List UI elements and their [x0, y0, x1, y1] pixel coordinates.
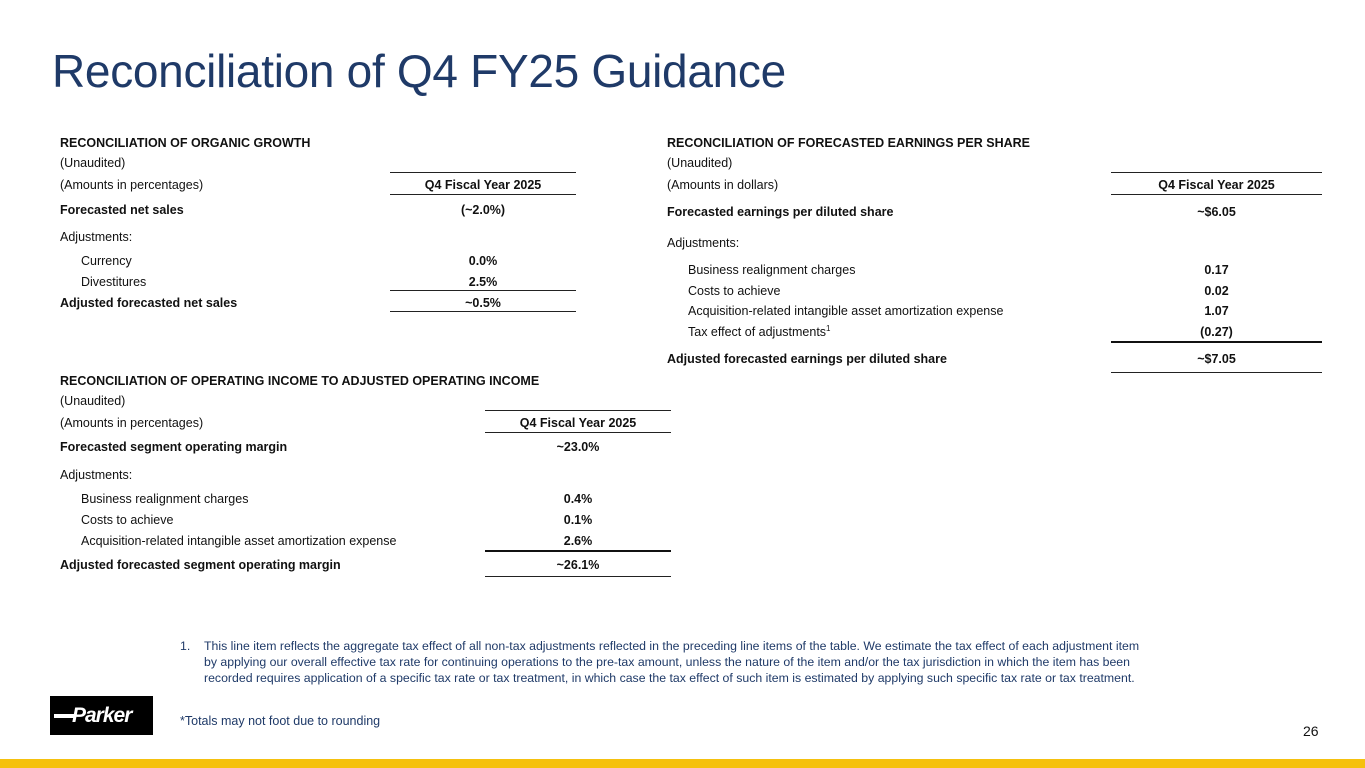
page-title: Reconciliation of Q4 FY25 Guidance — [52, 45, 786, 97]
operating-forecast-label: Forecasted segment operating margin — [60, 440, 288, 454]
organic-forecast-label: Forecasted net sales — [60, 203, 184, 217]
organic-heading: RECONCILIATION OF ORGANIC GROWTH — [60, 136, 311, 150]
eps-item-label: Tax effect of adjustments$^1$ — [688, 324, 831, 339]
eps-item-value: 1.07 — [1204, 304, 1229, 318]
operating-item-value: 0.4% — [563, 492, 593, 506]
divider — [390, 311, 576, 312]
organic-item-value: 0.0% — [468, 254, 498, 268]
eps-col-header: Q4 Fiscal Year 2025 — [1158, 178, 1275, 192]
organic-adjustments-label: Adjustments: — [60, 230, 133, 244]
organic-item-value: 2.5% — [468, 275, 498, 289]
operating-col-header: Q4 Fiscal Year 2025 — [519, 416, 637, 430]
eps-total-label: Adjusted forecasted earnings per diluted share — [667, 352, 947, 366]
footnote-text: This line item reflects the aggregate tax effect of all non-tax adjustments reflected in the preceding line items of the table. We estimate the tax effect of each adjustment item by applying our overall effective tax rate for continuing operations to the pre-tax amount, unless the nature of the item and/or the tax jurisdiction in which the item has been recorded requires application of a specific tax rate or tax treatment, in which case the tax effect of such item is estimated by applying such specific tax rate or tax treatment. — [204, 639, 1140, 685]
organic-unaudited: (Unaudited) — [60, 156, 126, 170]
operating-unaudited: (Unaudited) — [60, 394, 126, 408]
divider — [390, 290, 576, 291]
eps-item-label: Business realignment charges — [688, 263, 856, 277]
organic-growth-table — [60, 136, 580, 316]
divider — [485, 432, 671, 433]
eps-unaudited: (Unaudited) — [667, 156, 733, 170]
operating-item-label: Business realignment charges — [81, 492, 249, 506]
divider — [485, 550, 671, 552]
logo-wordmark: Parker — [72, 704, 132, 727]
operating-total-value: ~26.1% — [556, 558, 600, 572]
eps-table — [667, 136, 1327, 376]
footnote — [180, 638, 1145, 686]
rounding-note: *Totals may not foot due to rounding — [180, 714, 381, 728]
eps-forecast-value: ~$6.05 — [1197, 205, 1236, 219]
organic-total-label: Adjusted forecasted net sales — [60, 296, 238, 310]
parker-logo — [50, 696, 153, 735]
operating-amounts-label: (Amounts in percentages) — [60, 416, 204, 430]
eps-amounts-label: (Amounts in dollars) — [667, 178, 779, 192]
eps-item-label: Costs to achieve — [688, 284, 781, 298]
page-number: 26 — [1303, 723, 1319, 739]
organic-total-value: ~0.5% — [465, 296, 501, 310]
divider — [390, 172, 576, 173]
operating-heading: RECONCILIATION OF OPERATING INCOME TO ADJUSTED OPERATING INCOME — [60, 374, 540, 388]
operating-income-table — [60, 374, 680, 584]
footnote-number: 1. — [180, 639, 191, 653]
eps-adjustments-label: Adjustments: — [667, 236, 740, 250]
footnote-marker: 1 — [826, 324, 831, 333]
divider — [485, 410, 671, 411]
organic-item-label: Currency — [81, 254, 132, 268]
eps-heading: RECONCILIATION OF FORECASTED EARNINGS PER SHARE — [667, 136, 1030, 150]
organic-item-label: Divestitures — [81, 275, 147, 289]
eps-forecast-label: Forecasted earnings per diluted share — [667, 205, 894, 219]
organic-forecast-value: (~2.0%) — [460, 203, 506, 217]
organic-col-header: Q4 Fiscal Year 2025 — [424, 178, 542, 192]
operating-forecast-value: ~23.0% — [556, 440, 600, 454]
operating-item-value: 0.1% — [563, 513, 593, 527]
footer-accent-bar — [0, 759, 1365, 768]
operating-adjustments-label: Adjustments: — [60, 468, 133, 482]
eps-item-value: 0.02 — [1204, 284, 1229, 298]
eps-item-value: (0.27) — [1200, 325, 1233, 339]
divider — [1111, 341, 1322, 343]
operating-item-value: 2.6% — [563, 534, 593, 548]
divider — [485, 576, 671, 577]
eps-total-value: ~$7.05 — [1197, 352, 1236, 366]
divider — [1111, 372, 1322, 373]
divider — [390, 194, 576, 195]
operating-item-label: Acquisition-related intangible asset amortization expense — [81, 534, 397, 548]
eps-item-value: 0.17 — [1204, 263, 1229, 277]
eps-item-label: Acquisition-related intangible asset amortization expense — [688, 304, 1004, 318]
divider — [1111, 194, 1322, 195]
organic-amounts-label: (Amounts in percentages) — [60, 178, 204, 192]
operating-total-label: Adjusted forecasted segment operating margin — [60, 558, 341, 572]
operating-item-label: Costs to achieve — [81, 513, 174, 527]
divider — [1111, 172, 1322, 173]
